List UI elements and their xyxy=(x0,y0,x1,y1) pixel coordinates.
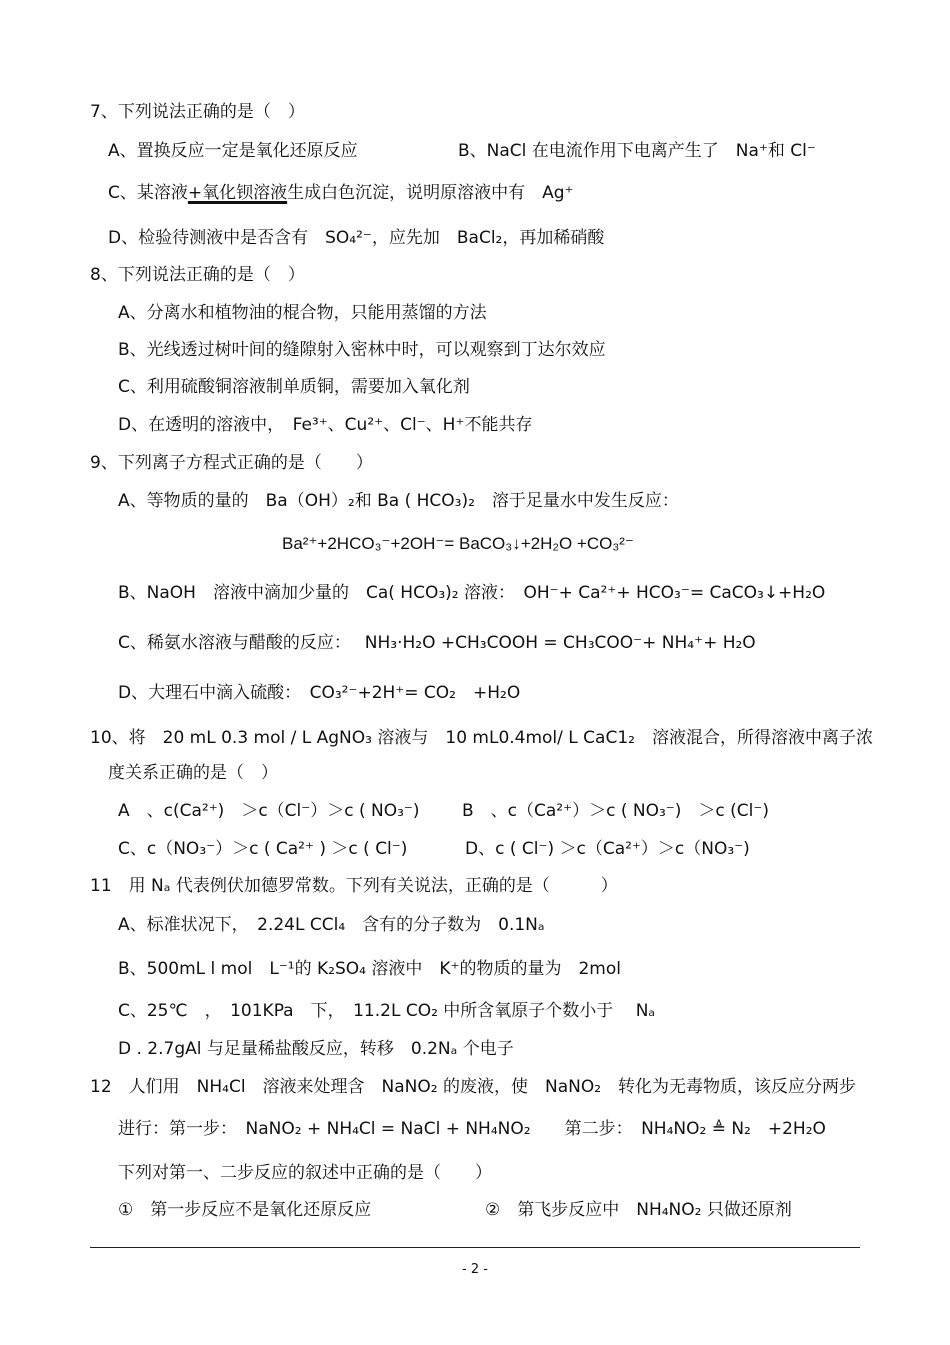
question-10-option-d: D、c ( Cl⁻) ＞c（Ca²⁺）＞c（NO₃⁻) xyxy=(465,839,750,859)
question-8-option-c: C、利用硫酸铜溶液制单质铜，需要加入氧化剂 xyxy=(118,377,470,397)
question-7-option-c-marked-text: +氧化钡溶液 xyxy=(187,183,288,203)
question-9-option-a-equation: Ba²⁺+2HCO₃⁻+2OH⁻= BaCO₃↓+2H₂O +CO₃²⁻ xyxy=(282,534,634,553)
footer-divider xyxy=(90,1247,860,1248)
question-7-stem: 7、下列说法正确的是（ ） xyxy=(90,102,305,122)
question-10-option-c: C、c（NO₃⁻）＞c ( Ca²⁺ ) ＞c ( Cl⁻) xyxy=(118,839,408,859)
question-12-statement-1: ① 第一步反应不是氧化还原反应 xyxy=(118,1200,372,1220)
question-8-option-b: B、光线透过树叶间的缝隙射入密林中时，可以观察到丁达尔效应 xyxy=(118,340,606,360)
question-11-option-a: A、标准状况下， 2.24L CCl₄ 含有的分子数为 0.1Nₐ xyxy=(118,915,545,935)
question-8-option-a: A、分离水和植物油的棍合物，只能用蒸馏的方法 xyxy=(118,303,487,323)
question-9-option-a: A、等物质的量的 Ba（OH）₂和 Ba ( HCO₃)₂ 溶于足量水中发生反应： xyxy=(118,491,679,511)
question-9-option-b: B、NaOH 溶液中滴加少量的 Ca( HCO₃)₂ 溶液： OH⁻+ Ca²⁺+ HCO₃⁻= CaCO₃↓+H₂O xyxy=(118,583,826,603)
question-7-option-c-prefix: C、某溶液 xyxy=(108,183,188,203)
question-12-prompt: 下列对第一、二步反应的叙述中正确的是（ ） xyxy=(118,1163,492,1183)
question-12-statement-2: ② 第飞步反应中 NH₄NO₂ 只做还原剂 xyxy=(485,1200,792,1220)
question-7-option-b: B、NaCl 在电流作用下电离产生了 Na⁺和 Cl⁻ xyxy=(458,141,816,161)
question-7-option-d: D、检验待测液中是否含有 SO₄²⁻，应先加 BaCl₂，再加稀硝酸 xyxy=(108,228,605,248)
question-9-option-c: C、稀氨水溶液与醋酸的反应： NH₃·H₂O +CH₃COOH = CH₃COO⁻+ NH₄⁺+ H₂O xyxy=(118,633,756,653)
question-12-stem: 12 人们用 NH₄Cl 溶液来处理含 NaNO₂ 的废液，使 NaNO₂ 转化为无毒物质，该反应分两步 xyxy=(90,1077,857,1097)
question-11-stem: 11 用 Nₐ 代表例伏加德罗常数。下列有关说法，正确的是（ ） xyxy=(90,876,618,896)
question-8-option-d: D、在透明的溶液中， Fe³⁺、Cu²⁺、Cl⁻、H⁺不能共存 xyxy=(118,415,533,435)
question-8-stem: 8、下列说法正确的是（ ） xyxy=(90,265,305,285)
question-12-reaction-steps: 进行：第一步： NaNO₂ + NH₄Cl = NaCl + NH₄NO₂ 第二步： NH₄NO₂ ≜ N₂ +2H₂O xyxy=(118,1119,826,1139)
question-10-stem-continued: 度关系正确的是（ ） xyxy=(108,763,278,783)
question-11-option-b: B、500mL l mol L⁻¹的 K₂SO₄ 溶液中 K⁺的物质的量为 2mol xyxy=(118,959,621,979)
question-9-stem: 9、下列离子方程式正确的是（ ） xyxy=(90,453,373,473)
question-11-option-d: D . 2.7gAl 与足量稀盐酸反应，转移 0.2Nₐ 个电子 xyxy=(118,1039,514,1059)
question-10-stem: 10、将 20 mL 0.3 mol / L AgNO₃ 溶液与 10 mL0.4mol/ L CaC1₂ 溶液混合，所得溶液中离子浓 xyxy=(90,728,873,748)
question-11-option-c: C、25℃ ， 101KPa 下， 11.2L CO₂ 中所含氧原子个数小于 Nₐ xyxy=(118,1001,656,1021)
page-number: - 2 - xyxy=(462,1262,488,1277)
question-7-option-c xyxy=(108,182,574,204)
question-10-option-a: A 、c(Ca²⁺) ＞c（Cl⁻）＞c ( NO₃⁻) xyxy=(118,801,420,821)
question-7-option-c-suffix: 生成白色沉淀，说明原溶液中有 Ag⁺ xyxy=(287,183,574,203)
question-10-option-b: B 、c（Ca²⁺）＞c ( NO₃⁻) ＞c (Cl⁻) xyxy=(462,801,769,821)
question-7-option-a: A、置换反应一定是氧化还原反应 xyxy=(108,141,358,161)
question-9-option-d: D、大理石中滴入硫酸： CO₃²⁻+2H⁺= CO₂ +H₂O xyxy=(118,683,521,703)
